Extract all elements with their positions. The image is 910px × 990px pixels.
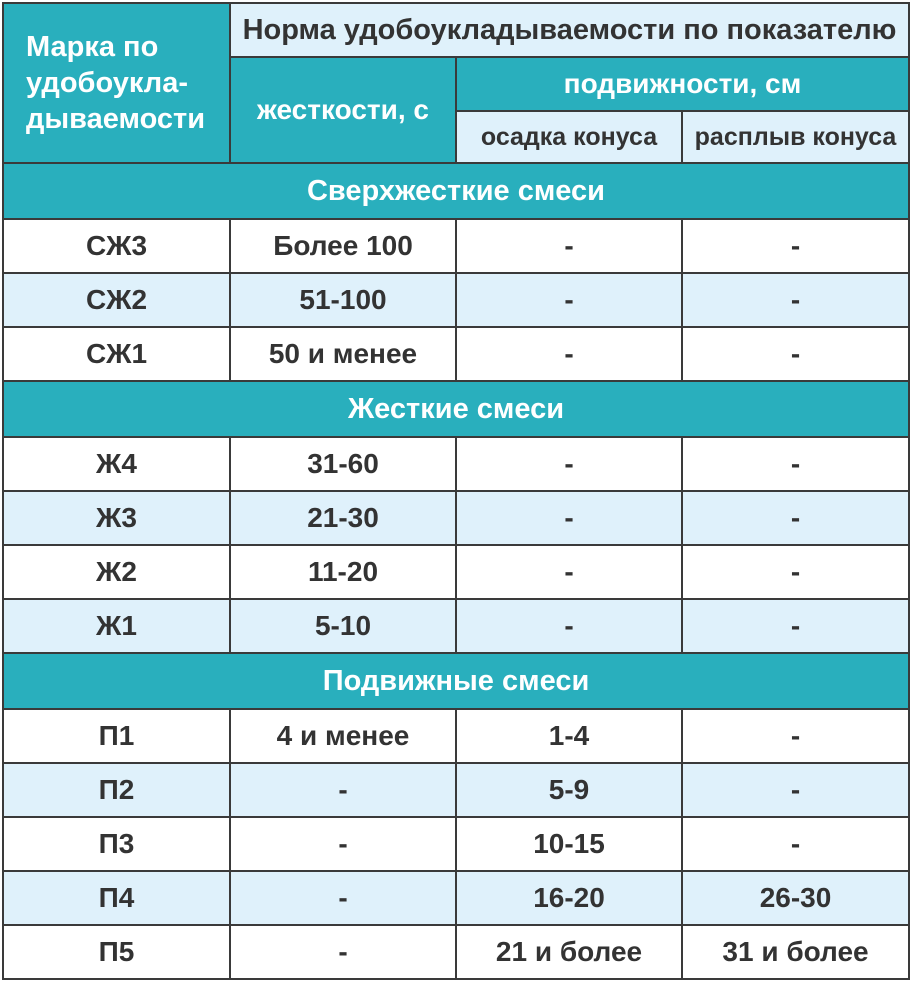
table-row bbox=[3, 817, 909, 871]
table-row bbox=[3, 709, 909, 763]
section-title: Жесткие смеси bbox=[3, 381, 909, 437]
header-mark-line: Марка по bbox=[26, 31, 159, 63]
cell-stiffness: 51-100 bbox=[230, 273, 456, 327]
cell-mark: СЖ3 bbox=[3, 219, 230, 273]
cell-slump: - bbox=[456, 491, 682, 545]
table-row bbox=[3, 763, 909, 817]
header-cone-slump: осадка конуса bbox=[456, 111, 682, 163]
cell-spread: - bbox=[682, 437, 909, 491]
table-row bbox=[3, 871, 909, 925]
table-row bbox=[3, 219, 909, 273]
cell-stiffness: 31-60 bbox=[230, 437, 456, 491]
cell-spread: - bbox=[682, 599, 909, 653]
cell-stiffness: 5-10 bbox=[230, 599, 456, 653]
cell-mark: Ж4 bbox=[3, 437, 230, 491]
workability-table bbox=[2, 2, 910, 980]
cell-stiffness: Более 100 bbox=[230, 219, 456, 273]
table-row bbox=[3, 437, 909, 491]
cell-stiffness: - bbox=[230, 763, 456, 817]
cell-spread: - bbox=[682, 763, 909, 817]
table-row bbox=[3, 273, 909, 327]
cell-slump: 21 и более bbox=[456, 925, 682, 979]
table-row bbox=[3, 491, 909, 545]
section-title: Подвижные смеси bbox=[3, 653, 909, 709]
cell-mark: Ж3 bbox=[3, 491, 230, 545]
cell-spread: - bbox=[682, 491, 909, 545]
cell-spread: - bbox=[682, 709, 909, 763]
cell-spread: - bbox=[682, 817, 909, 871]
cell-mark: СЖ1 bbox=[3, 327, 230, 381]
cell-slump: 10-15 bbox=[456, 817, 682, 871]
cell-slump: - bbox=[456, 327, 682, 381]
cell-mark: П1 bbox=[3, 709, 230, 763]
cell-stiffness: - bbox=[230, 817, 456, 871]
cell-stiffness: 11-20 bbox=[230, 545, 456, 599]
cell-slump: - bbox=[456, 273, 682, 327]
cell-stiffness: - bbox=[230, 871, 456, 925]
cell-slump: 1-4 bbox=[456, 709, 682, 763]
cell-spread: - bbox=[682, 219, 909, 273]
cell-slump: - bbox=[456, 437, 682, 491]
cell-mark: Ж2 bbox=[3, 545, 230, 599]
header-cone-spread: расплыв конуса bbox=[682, 111, 909, 163]
header-stiffness: жесткости, с bbox=[230, 57, 456, 163]
cell-spread: - bbox=[682, 273, 909, 327]
cell-spread: 31 и более bbox=[682, 925, 909, 979]
cell-mark: П2 bbox=[3, 763, 230, 817]
cell-slump: 16-20 bbox=[456, 871, 682, 925]
section-title: Сверхжесткие смеси bbox=[3, 163, 909, 219]
cell-mark: СЖ2 bbox=[3, 273, 230, 327]
cell-spread: - bbox=[682, 545, 909, 599]
cell-stiffness: 4 и менее bbox=[230, 709, 456, 763]
table-row bbox=[3, 599, 909, 653]
cell-slump: - bbox=[456, 545, 682, 599]
header-norm-title: Норма удобоукладываемости по показателю bbox=[230, 3, 909, 57]
cell-slump: - bbox=[456, 599, 682, 653]
header-mark bbox=[3, 3, 230, 163]
cell-stiffness: 50 и менее bbox=[230, 327, 456, 381]
header-mobility: подвижности, см bbox=[456, 57, 909, 111]
cell-stiffness: - bbox=[230, 925, 456, 979]
cell-slump: - bbox=[456, 219, 682, 273]
cell-slump: 5-9 bbox=[456, 763, 682, 817]
cell-mark: П5 bbox=[3, 925, 230, 979]
cell-spread: 26-30 bbox=[682, 871, 909, 925]
cell-mark: П4 bbox=[3, 871, 230, 925]
cell-mark: П3 bbox=[3, 817, 230, 871]
cell-mark: Ж1 bbox=[3, 599, 230, 653]
table-row bbox=[3, 327, 909, 381]
cell-stiffness: 21-30 bbox=[230, 491, 456, 545]
header-mark-line: дываемости bbox=[26, 103, 206, 135]
table-row bbox=[3, 545, 909, 599]
header-mark-line: удобоукла- bbox=[26, 67, 188, 99]
table-row bbox=[3, 925, 909, 979]
cell-spread: - bbox=[682, 327, 909, 381]
